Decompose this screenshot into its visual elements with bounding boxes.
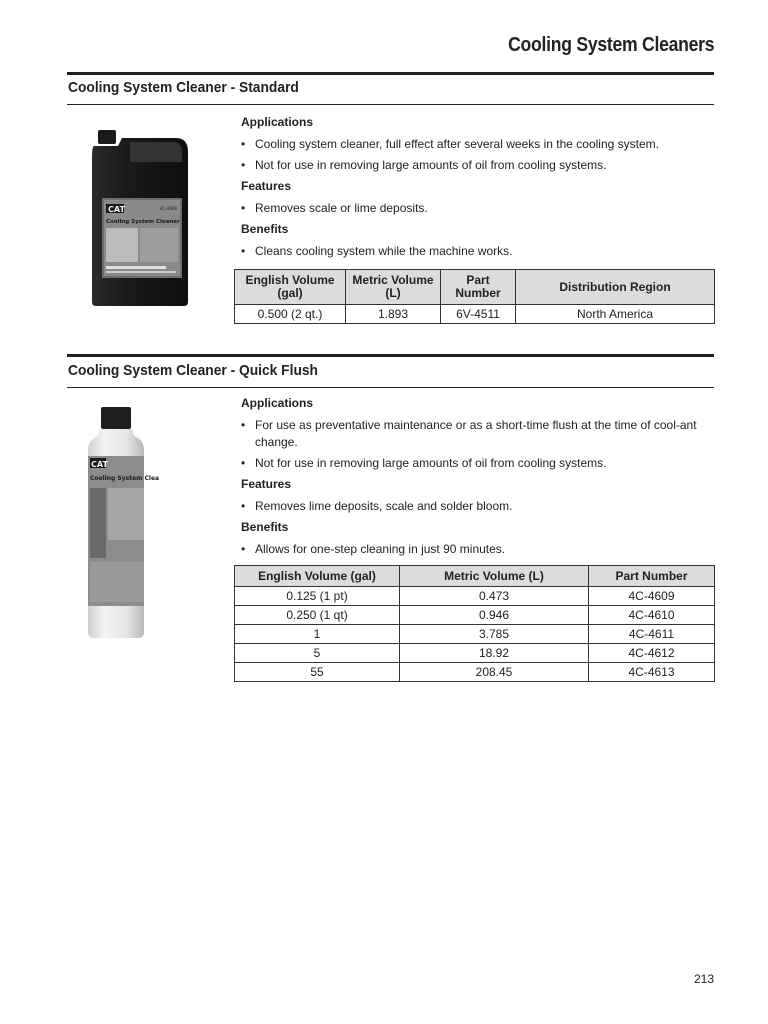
product-image-bottle	[84, 406, 160, 642]
table-row	[235, 625, 715, 644]
table-row	[235, 606, 715, 625]
section-title-quick-flush: Cooling System Cleaner - Quick Flush	[68, 362, 318, 379]
jug-label-product: Cooling System Cleaner	[106, 219, 180, 225]
bottle-label-product: Cooling System Clea	[90, 475, 160, 482]
page-title: Cooling System Cleaners	[507, 34, 714, 56]
column-header: Metric Volume (L)	[400, 566, 589, 587]
column-header: Distribution Region	[516, 270, 715, 305]
table-cell: 4C-4609	[589, 587, 715, 606]
section-content-standard	[241, 115, 715, 265]
applications-list	[241, 417, 715, 472]
column-header: English Volume (gal)	[235, 566, 400, 587]
jug-label-part: 4C-4609	[160, 206, 177, 211]
section-rule	[67, 387, 714, 388]
benefits-list	[241, 541, 715, 558]
section-title-standard: Cooling System Cleaner - Standard	[68, 79, 299, 96]
applications-heading: Applications	[241, 396, 314, 410]
table-cell: 18.92	[400, 644, 589, 663]
table-cell: 4C-4611	[589, 625, 715, 644]
table-cell: 5	[235, 644, 400, 663]
column-header: Metric Volume (L)	[346, 270, 441, 305]
table-row	[235, 644, 715, 663]
features-heading: Features	[241, 477, 292, 491]
table-cell: 55	[235, 663, 400, 682]
features-list	[241, 200, 715, 217]
product-image-gallon-jug	[88, 128, 194, 308]
spec-table-quick-flush	[234, 565, 715, 682]
spec-table-standard	[234, 269, 715, 324]
list-item: • Allows for one-step cleaning in just 90 minutes.	[241, 541, 715, 558]
table-cell: 0.125 (1 pt)	[235, 587, 400, 606]
section-rule-top	[67, 354, 714, 357]
table-cell: 0.250 (1 qt)	[235, 606, 400, 625]
table-header-row	[235, 270, 715, 305]
table-cell: 0.473	[400, 587, 589, 606]
benefits-heading: Benefits	[241, 520, 289, 534]
page-number: 213	[693, 972, 714, 986]
header-rule	[67, 72, 714, 75]
table-cell: 6V-4511	[441, 305, 516, 324]
table-cell: 1	[235, 625, 400, 644]
table-row	[235, 305, 715, 324]
column-header: Part Number	[589, 566, 715, 587]
table-cell: 4C-4610	[589, 606, 715, 625]
list-item: • Removes scale or lime deposits.	[241, 200, 715, 217]
bottle-label-brand: CAT	[91, 460, 108, 469]
applications-list	[241, 136, 715, 174]
table-cell: North America	[516, 305, 715, 324]
applications-heading: Applications	[241, 115, 314, 129]
list-item: • Cleans cooling system while the machine works.	[241, 243, 715, 260]
table-header-row	[235, 566, 715, 587]
table-row	[235, 663, 715, 682]
column-header: English Volume (gal)	[235, 270, 346, 305]
list-item: • Cooling system cleaner, full effect after several weeks in the cooling system.	[241, 136, 715, 153]
list-item: • Removes lime deposits, scale and solder bloom.	[241, 498, 715, 515]
features-list	[241, 498, 715, 515]
table-cell: 3.785	[400, 625, 589, 644]
table-cell: 4C-4613	[589, 663, 715, 682]
list-item: • For use as preventative maintenance or as a short-time flush at the time of cool-ant change.	[241, 417, 715, 451]
table-cell: 0.946	[400, 606, 589, 625]
section-rule	[67, 104, 714, 105]
table-cell: 0.500 (2 qt.)	[235, 305, 346, 324]
table-cell: 1.893	[346, 305, 441, 324]
table-row	[235, 587, 715, 606]
list-item: • Not for use in removing large amounts of oil from cooling systems.	[241, 157, 715, 174]
jug-label-brand: CAT	[108, 205, 125, 214]
column-header: Part Number	[441, 270, 516, 305]
benefits-heading: Benefits	[241, 222, 289, 236]
list-item: • Not for use in removing large amounts of oil from cooling systems.	[241, 455, 715, 472]
section-content-quick-flush	[241, 396, 715, 563]
table-cell: 4C-4612	[589, 644, 715, 663]
benefits-list	[241, 243, 715, 260]
table-cell: 208.45	[400, 663, 589, 682]
features-heading: Features	[241, 179, 292, 193]
